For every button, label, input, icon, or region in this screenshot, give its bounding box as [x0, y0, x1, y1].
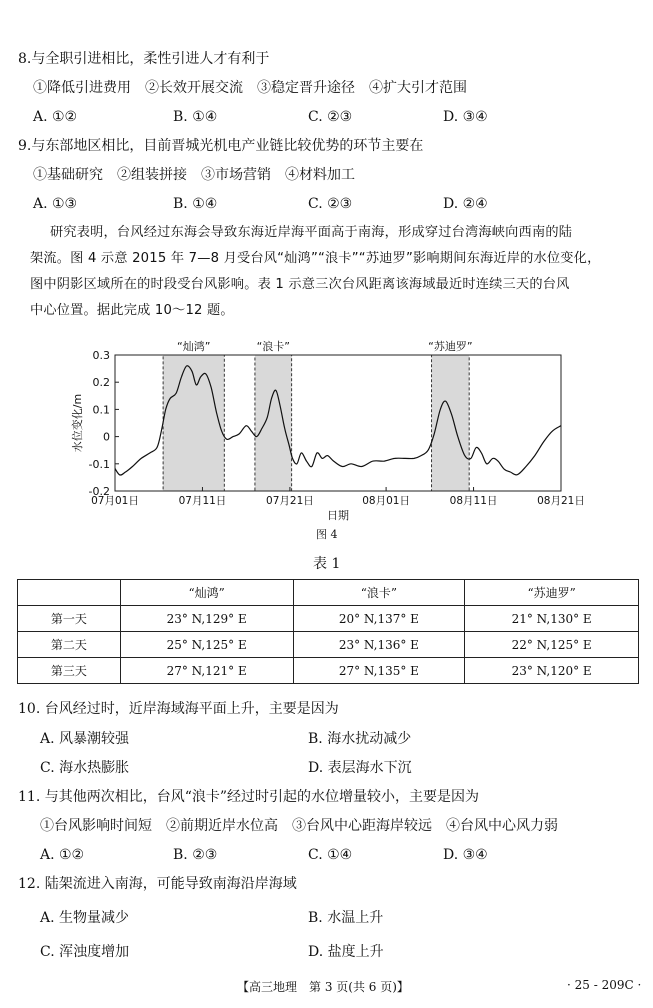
- intro-line-4: 中心位置。据此完成 10～12 题。: [30, 303, 234, 318]
- q11-option-c[interactable]: C. ①④: [308, 847, 353, 863]
- q11-option-a[interactable]: A. ①②: [40, 847, 85, 863]
- y-tick-label: 0.3: [92, 349, 110, 362]
- q8-stem: 8.与全职引进相比，柔性引进人才有利于: [18, 51, 270, 67]
- q9-items: ①基础研究 ②组装拼接 ③市场营销 ④材料加工: [33, 167, 355, 183]
- table-cell: 27° N,135° E: [293, 658, 465, 684]
- typhoon-position-table: [17, 579, 639, 684]
- y-tick-label: -0.2: [88, 485, 110, 498]
- q8-option-b[interactable]: B. ①④: [173, 109, 218, 125]
- q11-option-d[interactable]: D. ③④: [443, 847, 488, 863]
- q8-option-c[interactable]: C. ②③: [308, 109, 353, 125]
- table-cell: 21° N,130° E: [465, 606, 639, 632]
- water-level-chart: [0, 330, 653, 530]
- y-tick-label: 0.1: [92, 403, 110, 417]
- x-tick-label: 08月01日: [362, 495, 410, 507]
- x-tick-label: 07月11日: [178, 495, 227, 507]
- table-cell: 23° N,129° E: [120, 606, 293, 632]
- x-tick-label: 07月01日: [91, 495, 139, 507]
- q9-option-b[interactable]: B. ①④: [173, 196, 218, 212]
- table-cell: 23° N,120° E: [465, 658, 639, 684]
- q11-stem: 11. 与其他两次相比，台风“浪卡”经过时引起的水位增量较小，主要是因为: [18, 789, 480, 805]
- q10-option-d[interactable]: D. 表层海水下沉: [308, 760, 412, 776]
- figure-caption: 图 4: [316, 528, 338, 541]
- q9-option-d[interactable]: D. ②④: [443, 196, 488, 212]
- q12-option-b[interactable]: B. 水温上升: [308, 910, 384, 926]
- table-row: [18, 632, 639, 658]
- q12-option-a[interactable]: A. 生物量减少: [40, 910, 130, 926]
- table-caption: 表 1: [313, 556, 341, 572]
- x-axis-label: 日期: [327, 509, 349, 522]
- y-axis-label: 水位变化/m: [71, 393, 84, 453]
- q10-stem: 10. 台风经过时，近岸海域海平面上升，主要是因为: [18, 701, 339, 717]
- table-cell: 25° N,125° E: [120, 632, 293, 658]
- table-cell: 第一天: [18, 606, 121, 632]
- page-footer-code: · 25 - 209C ·: [567, 978, 642, 992]
- q10-option-b[interactable]: B. 海水扰动减少: [308, 731, 412, 747]
- q8-option-a[interactable]: A. ①②: [33, 109, 78, 125]
- q11-option-b[interactable]: B. ②③: [173, 847, 218, 863]
- q11-items: ①台风影响时间短 ②前期近岸水位高 ③台风中心距海岸较远 ④台风中心风力弱: [40, 818, 558, 834]
- q10-option-a[interactable]: A. 风暴潮较强: [40, 731, 130, 747]
- table-header-cell: [18, 580, 121, 606]
- x-tick-label: 07月21日: [266, 495, 314, 507]
- q10-option-c[interactable]: C. 海水热膨胀: [40, 760, 130, 776]
- y-tick-label: 0.2: [92, 376, 110, 390]
- x-tick-label: 08月21日: [537, 495, 585, 507]
- intro-paragraph: [30, 220, 626, 324]
- table-cell: 27° N,121° E: [120, 658, 293, 684]
- typhoon-period-label: “浪卡”: [256, 340, 290, 353]
- q12-option-c[interactable]: C. 浑浊度增加: [40, 944, 130, 960]
- y-tick-label: 0: [103, 430, 110, 444]
- q9-option-a[interactable]: A. ①③: [33, 196, 78, 212]
- q12-stem: 12. 陆架流进入南海，可能导致南海沿岸海域: [18, 876, 297, 892]
- table-header-cell: “苏迪罗”: [465, 580, 639, 606]
- typhoon-period-band: [255, 355, 292, 491]
- q9-option-c[interactable]: C. ②③: [308, 196, 353, 212]
- q8-option-d[interactable]: D. ③④: [443, 109, 488, 125]
- typhoon-period-label: “苏迪罗”: [428, 340, 473, 353]
- table-cell: 20° N,137° E: [293, 606, 465, 632]
- table-cell: 23° N,136° E: [293, 632, 465, 658]
- y-tick-label: -0.1: [88, 457, 110, 471]
- table-cell: 第二天: [18, 632, 121, 658]
- intro-line-1: 研究表明，台风经过东海会导致东海近岸海平面高于南海，形成穿过台湾海峡向西南的陆: [50, 225, 573, 240]
- table-header-row: [18, 580, 639, 606]
- intro-line-3: 图中阴影区域所在的时段受台风影响。表 1 示意三次台风距离该海域最近时连续三天的台风: [30, 277, 570, 292]
- table-row: [18, 658, 639, 684]
- x-tick-label: 08月11日: [449, 495, 498, 507]
- q9-stem: 9.与东部地区相比，目前晋城光机电产业链比较优势的环节主要在: [18, 138, 424, 154]
- table-cell: 22° N,125° E: [465, 632, 639, 658]
- q12-option-d[interactable]: D. 盐度上升: [308, 944, 384, 960]
- page-footer-center: 【高三地理 第 3 页(共 6 页)】: [237, 980, 409, 994]
- typhoon-period-label: “灿鸿”: [177, 340, 211, 353]
- table-row: [18, 606, 639, 632]
- q8-items: ①降低引进费用 ②长效开展交流 ③稳定晋升途径 ④扩大引才范围: [33, 80, 467, 96]
- table-header-cell: “灿鸿”: [120, 580, 293, 606]
- table-cell: 第三天: [18, 658, 121, 684]
- intro-line-2: 架流。图 4 示意 2015 年 7—8 月受台风“灿鸿”“浪卡”“苏迪罗”影响期间东海近岸的水位变化，: [30, 251, 601, 266]
- table-header-cell: “浪卡”: [293, 580, 465, 606]
